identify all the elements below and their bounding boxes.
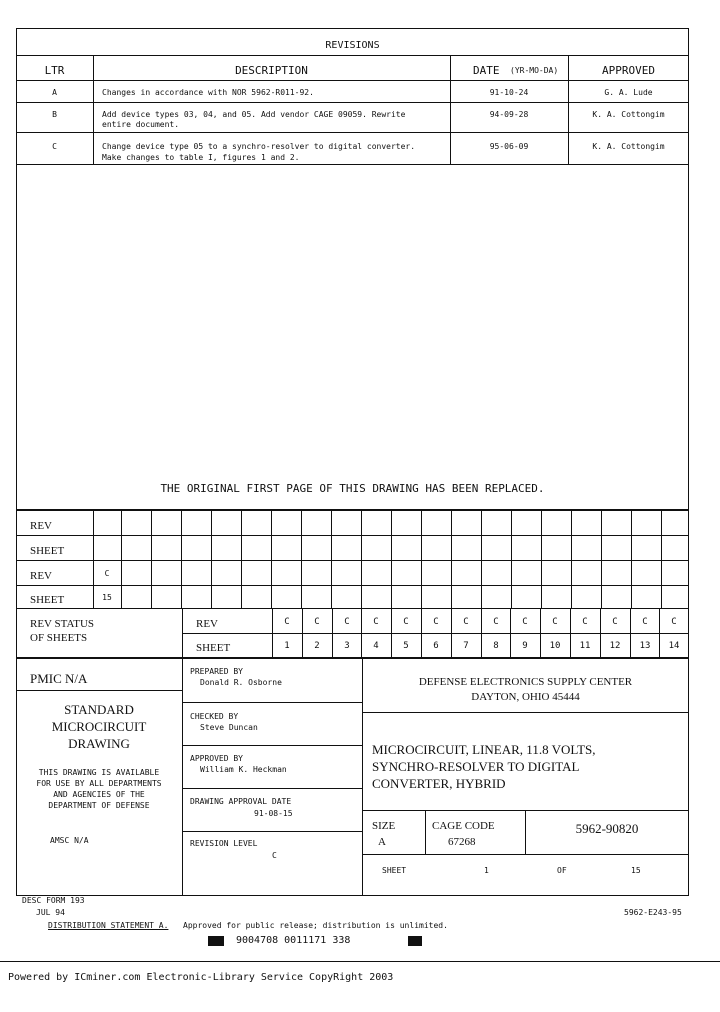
rev-row-date: 94-09-28 [489,110,529,119]
rev-status-rev-cell: C [642,617,648,627]
footer-divider [0,961,720,962]
rev-status-rev-label: REV [196,618,218,630]
ltr-header: LTR [44,64,65,77]
checked-by-name: Steve Duncan [200,723,258,732]
form-number: DESC FORM 193 [22,896,85,905]
grid-sheet-value: 15 [102,593,112,602]
grid-sheet-label: SHEET [30,594,65,606]
prepared-by-label: PREPARED BY [190,667,243,676]
divider [451,510,452,609]
divider [331,510,332,609]
divider [391,510,392,609]
rev-row-approved: K. A. Cottongim [592,110,665,119]
distribution-statement-label: DISTRIBUTION STATEMENT A. [48,921,169,930]
barcode-end-icon [408,936,422,946]
divider [182,633,689,634]
divider [182,831,362,832]
availability-note: AND AGENCIES OF THE [53,790,145,799]
divider [182,788,362,789]
rev-status-sheet-cell: 5 [403,641,409,651]
barcode-text: 9004708 0011171 338 [236,935,351,946]
standard-title: STANDARD [64,702,134,717]
rev-status-label-2: OF SHEETS [30,632,88,644]
rev-status-sheet-cell: 8 [493,641,499,651]
revision-level-label: REVISION LEVEL [190,839,258,848]
rev-row-date: 95-06-09 [489,142,529,151]
document-code: 5962-E243-95 [624,908,682,917]
amsc-label: AMSC N/A [50,836,89,845]
divider [425,810,426,854]
divider [182,702,362,703]
rev-status-rev-cell: C [284,617,290,627]
divider [361,510,362,609]
rev-status-sheet-label: SHEET [196,642,231,654]
drawing-number: 5962-90820 [575,821,639,836]
divider [601,510,602,609]
powered-by: Powered by ICminer.com Electronic-Library Service CopyRight 2003 [8,972,394,983]
divider [182,658,183,896]
approved-by-label: APPROVED BY [190,754,243,763]
divider [16,102,689,103]
rev-row-approved: G. A. Lude [604,88,653,97]
rev-row-desc: Add device types 03, 04, and 05. Add vendor CAGE 09059. Rewrite [102,110,406,119]
checked-by-label: CHECKED BY [190,712,239,721]
divider [571,510,572,609]
divider [481,510,482,609]
approval-date-label: DRAWING APPROVAL DATE [190,797,292,806]
rev-row-desc: Changes in accordance with NOR 5962-R011-92. [102,88,314,97]
revision-level-value: C [272,851,277,860]
divider [121,510,122,609]
divider [16,80,689,81]
rev-row-date: 91-10-24 [489,88,529,97]
divider [16,132,689,133]
rev-status-sheet-cell: 1 [284,641,290,651]
divider [271,510,272,609]
approved-by-name: William K. Heckman [200,765,287,774]
divider [511,510,512,609]
rev-status-sheet-cell: 6 [433,641,439,651]
divider [16,585,689,586]
prepared-by-name: Donald R. Osborne [200,678,282,687]
divider [241,510,242,609]
rev-status-sheet-cell: 2 [314,641,320,651]
revisions-title: REVISIONS [325,40,380,51]
divider [362,712,689,713]
rev-status-rev-cell: C [522,617,528,627]
sheet-total: 15 [631,866,641,875]
rev-row-ltr: C [52,142,57,151]
rev-status-rev-cell: C [582,617,588,627]
rev-status-sheet-cell: 4 [373,641,379,651]
rev-status-rev-cell: C [493,617,499,627]
rev-status-rev-cell: C [433,617,439,627]
divider [181,510,182,609]
date-header: DATE [473,64,500,77]
cage-code-value: 67268 [448,836,476,848]
rev-row-ltr: A [52,88,57,97]
rev-status-rev-cell: C [463,617,469,627]
description-header: DESCRIPTION [235,64,308,77]
revisions-block [16,28,689,510]
availability-note: THIS DRAWING IS AVAILABLE [38,768,160,777]
divider [631,510,632,609]
divider [16,690,182,691]
rev-status-rev-cell: C [403,617,409,627]
rev-status-rev-cell: C [314,617,320,627]
agency-address: DAYTON, OHIO 45444 [471,691,580,703]
sheet-label: SHEET [382,866,407,875]
cage-code-label: CAGE CODE [432,820,495,832]
divider [16,164,689,165]
size-label: SIZE [372,820,396,832]
divider [151,510,152,609]
rev-status-sheet-cell: 9 [522,641,528,651]
grid-rev-label: REV [30,520,52,532]
standard-title-3: DRAWING [68,736,130,751]
rev-row-desc-cont: entire document. [102,120,180,129]
drawing-title: MICROCIRCUIT, LINEAR, 11.8 VOLTS, [372,742,596,757]
rev-status-sheet-cell: 13 [639,641,651,651]
pmic-label: PMIC N/A [30,671,88,686]
approved-header: APPROVED [602,64,655,77]
rev-status-rev-cell: C [612,617,618,627]
rev-status-sheet-cell: 7 [463,641,469,651]
date-format: (YR-MO-DA) [510,66,559,75]
rev-row-desc-cont: Make changes to table I, figures 1 and 2. [102,153,300,162]
rev-status-sheet-cell: 3 [344,641,350,651]
distribution-statement-text: Approved for public release; distribution is unlimited. [183,921,448,930]
grid-sheet-label: SHEET [30,545,65,557]
drawing-title-3: CONVERTER, HYBRID [372,776,506,791]
divider [211,510,212,609]
rev-status-rev-cell: C [373,617,379,627]
divider [541,510,542,609]
rev-status-sheet-cell: 11 [579,641,591,651]
divider [421,510,422,609]
availability-note: FOR USE BY ALL DEPARTMENTS [36,779,162,788]
divider [16,55,689,56]
divider [362,854,689,855]
barcode-start-icon [208,936,224,946]
approval-date-value: 91-08-15 [254,809,293,818]
agency-name: DEFENSE ELECTRONICS SUPPLY CENTER [418,676,633,688]
divider [16,560,689,561]
rev-status-label: REV STATUS [30,618,95,630]
rev-row-desc: Change device type 05 to a synchro-resolver to digital converter. [102,142,416,151]
divider [301,510,302,609]
rev-status-rev-cell: C [671,617,677,627]
rev-status-rev-cell: C [552,617,558,627]
sheet-value: 1 [484,866,489,875]
sheet-of-label: OF [557,866,567,875]
rev-status-sheet-cell: 10 [549,641,561,651]
form-date: JUL 94 [36,908,65,917]
availability-note: DEPARTMENT OF DEFENSE [48,801,150,810]
divider [182,745,362,746]
divider [16,535,689,536]
rev-status-sheet-cell: 12 [609,641,621,651]
replaced-notice: THE ORIGINAL FIRST PAGE OF THIS DRAWING HAS BEEN REPLACED. [160,482,545,495]
divider [661,510,662,609]
rev-status-rev-cell: C [344,617,350,627]
rev-row-ltr: B [52,110,57,119]
grid-rev-value: C [104,569,110,578]
rev-row-approved: K. A. Cottongim [592,142,665,151]
grid-rev-label: REV [30,570,52,582]
drawing-title-2: SYNCHRO-RESOLVER TO DIGITAL [372,759,580,774]
standard-title-2: MICROCIRCUIT [51,719,147,734]
rev-status-sheet-cell: 14 [668,641,680,651]
size-value: A [378,836,386,848]
